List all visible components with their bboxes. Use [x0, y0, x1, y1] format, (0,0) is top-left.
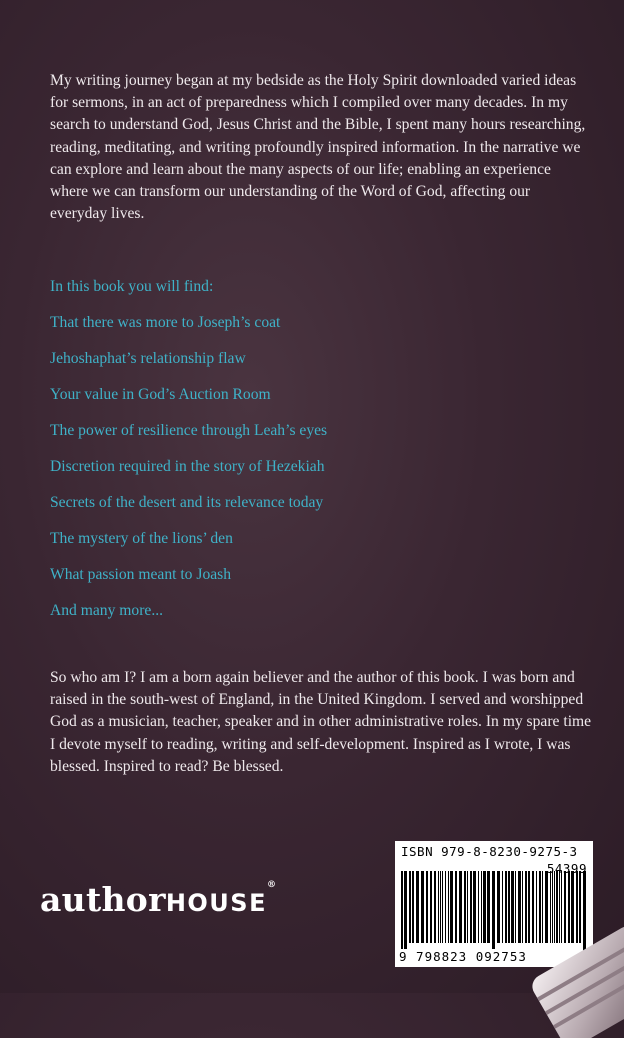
barcode-bar — [508, 871, 510, 943]
barcode-number: 9 798823 092753 — [399, 949, 527, 964]
list-item: And many more... — [50, 602, 164, 619]
isbn-label: ISBN 979-8-8230-9275-3 — [401, 844, 578, 859]
barcode-bar — [404, 871, 407, 951]
publisher-logo-part1: author — [40, 880, 166, 919]
barcode-bar — [505, 871, 507, 943]
list-item: The mystery of the lions’ den — [50, 530, 233, 547]
barcode-bar — [464, 871, 466, 943]
list-item: What passion meant to Joash — [50, 566, 232, 583]
lightbulb-image — [515, 918, 624, 1038]
registered-mark: ® — [266, 880, 277, 890]
list-item: That there was more to Joseph’s coat — [50, 314, 281, 331]
barcode-bar — [487, 871, 490, 943]
barcode-bar — [409, 871, 411, 943]
barcode-bar — [412, 871, 414, 943]
barcode-bar — [448, 871, 449, 943]
list-item: In this book you will find: — [50, 278, 214, 295]
publisher-logo-part2: HOUSE — [165, 889, 267, 917]
about-author-paragraph: So who am I? I am a born again believer and the author of this book. I was born and raised in the south-west of England, in the United Kingdom. I served and worshipped God as a musician, teacher, speaker and in other administrative roles. In my spare time I devote myself to reading, writing and self-development. Inspired as I wrote, I was blessed. Inspired to read? Be blessed. — [50, 669, 592, 775]
barcode-bar — [467, 871, 468, 943]
barcode-bar — [416, 871, 419, 943]
list-item: Your value in God’s Auction Room — [50, 386, 271, 403]
barcode-bar — [426, 871, 428, 943]
list-item: The power of resilience through Leah’s eyes — [50, 422, 328, 439]
book-contents-list — [50, 277, 327, 637]
barcode-bar — [442, 871, 443, 943]
barcode-bar — [438, 871, 439, 943]
barcode-bar — [455, 871, 457, 943]
barcode-bar — [478, 871, 479, 943]
barcode-bar — [511, 871, 514, 943]
list-item: Discretion required in the story of Hezekiah — [50, 458, 325, 475]
barcode-bar — [502, 871, 503, 943]
barcode-bar — [450, 871, 453, 943]
intro-paragraph: My writing journey began at my bedside as the Holy Spirit downloaded varied ideas for sermons, in an act of preparedness which I compiled over many decades. In my search to understand God, Jesus Christ and the Bible, I spent many hours researching, reading, meditating, and writing profoundly inspired information. In the narrative we can explore and learn about the many aspects of our life; enabling an experience where we can transform our understanding of the Word of God, affecting our everyday lives. — [50, 72, 586, 223]
barcode-bar — [492, 871, 495, 951]
list-item: Jehoshaphat’s relationship flaw — [50, 350, 246, 367]
barcode-bar — [470, 871, 472, 943]
publisher-logo — [40, 880, 276, 919]
barcode-bar — [483, 871, 486, 943]
barcode-bar — [430, 871, 432, 943]
barcode-bar — [440, 871, 441, 943]
barcode-bar — [445, 871, 446, 943]
barcode-bar — [473, 871, 476, 943]
price-code: 54399 — [546, 861, 587, 876]
barcode-bar — [481, 871, 482, 943]
barcode-bar — [401, 871, 403, 951]
barcode-bar — [497, 871, 500, 943]
barcode-bar — [459, 871, 462, 943]
list-item: Secrets of the desert and its relevance today — [50, 494, 324, 511]
barcode-bar — [434, 871, 436, 943]
barcode-bar — [421, 871, 424, 943]
